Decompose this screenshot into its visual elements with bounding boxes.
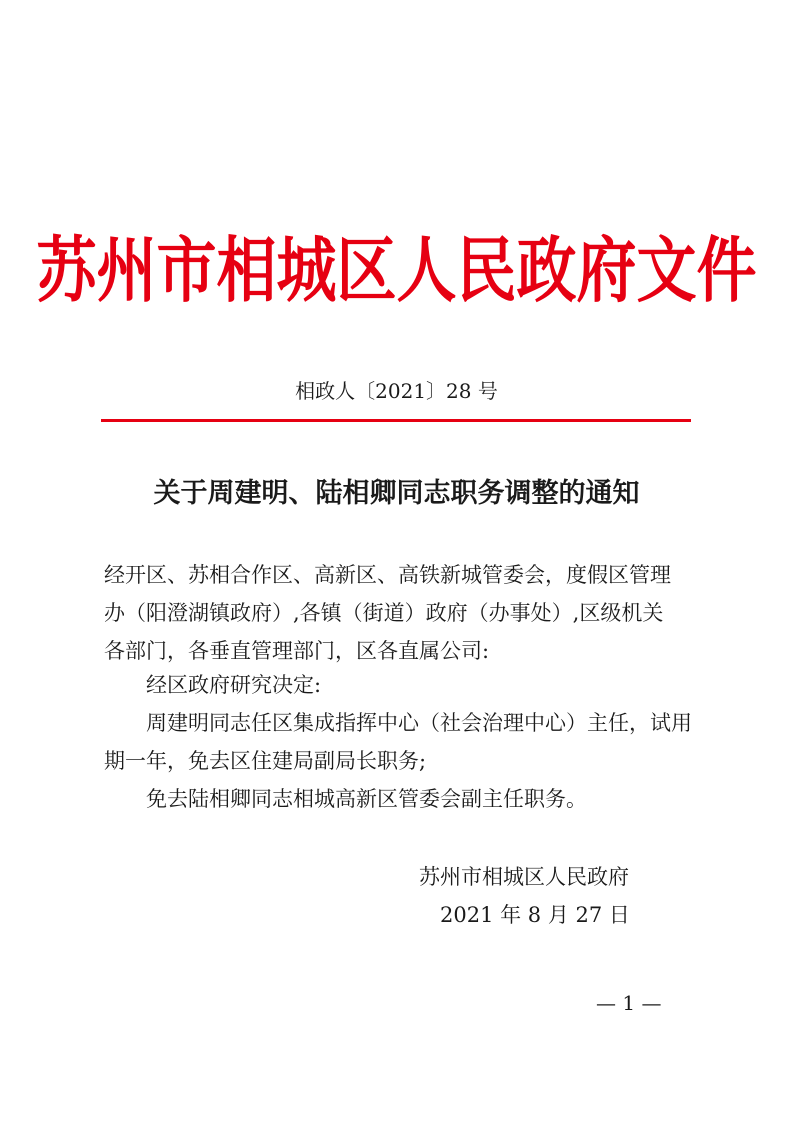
paragraph-decision: 经区政府研究决定: [146, 673, 322, 697]
page-number: — 1 — [596, 991, 662, 1015]
issuer-signature: 苏州市相城区人民政府 [419, 865, 629, 889]
document-masthead: 苏州市相城区人民政府文件 [36, 230, 757, 313]
document-title: 关于周建明、陆相卿同志职务调整的通知 [153, 478, 640, 509]
addressee-line: 办（阳澄湖镇政府）,各镇（街道）政府（办事处）,区级机关 [104, 601, 664, 625]
issue-date: 2021 年 8 月 27 日 [440, 903, 630, 927]
red-divider-line [101, 419, 691, 422]
paragraph-line: 期一年，免去区住建局副局长职务; [104, 749, 427, 773]
document-number: 相政人〔2021〕28 号 [295, 379, 498, 403]
paragraph-line: 周建明同志任区集成指挥中心（社会治理中心）主任，试用 [146, 711, 692, 735]
addressee-line: 各部门，各垂直管理部门，区各直属公司: [104, 639, 490, 663]
paragraph-removal: 免去陆相卿同志相城高新区管委会副主任职务。 [146, 787, 587, 811]
paragraph-appointment [104, 704, 694, 780]
addressee-block [104, 556, 694, 670]
addressee-line: 经开区、苏相合作区、高新区、高铁新城管委会，度假区管理 [104, 563, 671, 587]
